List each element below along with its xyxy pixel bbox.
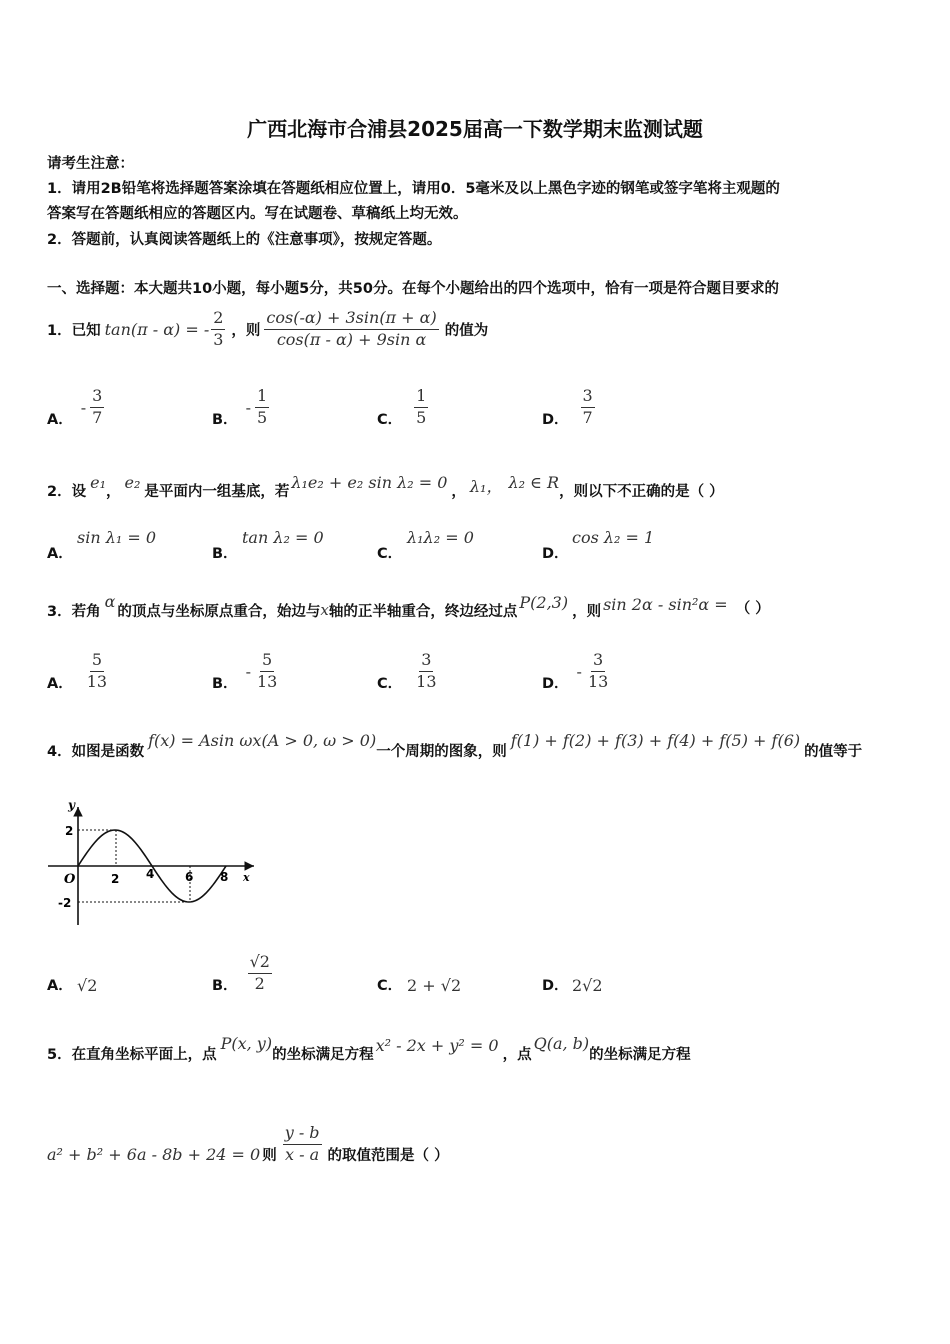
q1-condition-fraction: [211, 309, 225, 349]
option-label: B．: [212, 546, 238, 562]
option-expression: tan λ₂ = 0: [242, 528, 324, 547]
denominator: 5: [256, 407, 268, 427]
option-fraction: [85, 651, 109, 691]
page-title: 广西北海市合浦县2025届高一下数学期末监测试题: [247, 117, 703, 141]
option-label: B．: [212, 675, 238, 692]
graph-y-label: y: [68, 798, 75, 812]
denominator: 7: [582, 407, 593, 427]
q5-text-1: 的坐标满足方程: [272, 1046, 374, 1063]
option-fraction: [90, 387, 104, 427]
option-expression: √2: [77, 976, 98, 995]
q2-number: 2．设: [47, 483, 87, 500]
q1-mid: ，则: [231, 322, 261, 339]
numerator: 3: [419, 651, 433, 671]
q2-lambda2: λ₂ ∈ R: [508, 472, 560, 492]
q5-continuation: [47, 1118, 449, 1170]
q2-condition: λ₁e₂ + e₂ sin λ₂ = 0: [291, 472, 448, 492]
question-2: [47, 472, 724, 502]
q1-option-d[interactable]: [542, 382, 595, 432]
q4-option-b[interactable]: [212, 945, 272, 1001]
q5-text-3: 的坐标满足方程: [589, 1046, 691, 1063]
option-expression: sin λ₁ = 0: [77, 528, 157, 547]
q3-option-c[interactable]: [377, 646, 439, 696]
denominator: 2: [254, 973, 265, 993]
q5-ratio: [283, 1124, 322, 1164]
numerator: 5: [90, 651, 104, 671]
q3-number: 3．若角: [47, 603, 101, 620]
q3-option-d[interactable]: [542, 646, 610, 696]
numerator: √2: [248, 953, 272, 973]
q4-options: [47, 945, 667, 1001]
q3-expression: sin 2α - sin²α =: [603, 594, 728, 614]
denominator: 5: [416, 407, 427, 427]
option-fraction: [255, 387, 269, 427]
denominator: 13: [587, 671, 609, 691]
notice-line-3: 2．答题前，认真阅读答题纸上的《注意事项》，按规定答题。: [47, 232, 442, 248]
notice-line-1: 1．请用2B铅笔将选择题答案涂填在答题纸相应位置上，请用0．5毫米及以上黑色字迹的钢笔或签字笔将主观题的: [47, 181, 780, 197]
graph-x-tick-6: 6: [185, 870, 194, 884]
q5-text-4: 的取值范围是（ ）: [327, 1147, 449, 1164]
option-fraction: [255, 651, 279, 691]
q5-ratio-numerator: y - b: [283, 1124, 322, 1144]
q1-cond-numerator: 2: [211, 309, 225, 329]
option-sign: -: [245, 661, 251, 681]
option-label: C．: [377, 546, 403, 562]
option-fraction: [581, 387, 595, 427]
option-label: D．: [542, 546, 569, 562]
option-label: C．: [377, 411, 403, 428]
denominator: 13: [86, 671, 108, 691]
option-label: A．: [47, 978, 73, 994]
option-label: D．: [542, 978, 569, 994]
q4-sine-graph: [40, 795, 270, 935]
denominator: 13: [416, 671, 437, 691]
question-5: [47, 1032, 691, 1064]
q1-number: 1．已知: [47, 322, 101, 339]
q2-lambda1: λ₁，: [469, 476, 503, 496]
option-fraction: [586, 651, 610, 691]
numerator: 1: [255, 387, 269, 407]
graph-y-tick-min: -2: [58, 896, 72, 910]
notice-heading: 请考生注意：: [47, 156, 134, 172]
q3-text-3: ，则: [572, 603, 602, 620]
numerator: 5: [260, 651, 274, 671]
option-sign: -: [576, 661, 582, 681]
q1-option-c[interactable]: [377, 382, 428, 432]
q5-equation-1: x² - 2x + y² = 0: [375, 1035, 499, 1055]
q4-function: f(x) = Asin ωx(A > 0, ω > 0): [148, 730, 377, 750]
q4-number: 4．如图是函数: [47, 743, 145, 760]
q5-text-2: ，点: [502, 1046, 532, 1063]
option-sign: -: [80, 397, 87, 417]
option-label: D．: [542, 411, 569, 428]
option-expression: cos λ₂ = 1: [572, 528, 655, 547]
option-label: C．: [377, 675, 403, 692]
q2-comma: ，: [451, 483, 466, 500]
option-expression: λ₁λ₂ = 0: [407, 528, 474, 547]
question-3: [47, 590, 770, 622]
numerator: 1: [414, 387, 428, 407]
option-fraction: [414, 387, 428, 427]
q2-separator: ，: [105, 483, 121, 500]
q3-alpha: α: [104, 591, 116, 611]
q1-expr-numerator: cos(-α) + 3sin(π + α): [264, 309, 438, 329]
q3-text-4: （ ）: [735, 600, 770, 617]
q5-ratio-denominator: x - a: [285, 1144, 320, 1164]
q1-expression: [264, 309, 438, 349]
q3-options: [47, 646, 667, 696]
graph-y-tick-max: 2: [65, 824, 74, 838]
graph-x-tick-2: 2: [111, 872, 120, 886]
q2-e1: e₁: [90, 472, 106, 492]
q2-options: [47, 526, 667, 562]
q2-text-2: ，则以下不正确的是（ ）: [559, 483, 724, 500]
option-label: B．: [212, 977, 238, 994]
numerator: 3: [90, 387, 104, 407]
q3-point: P(2,3): [519, 592, 569, 612]
q5-point-q: Q(a, b): [533, 1033, 590, 1053]
q5-number: 5．在直角坐标平面上，点: [47, 1046, 217, 1063]
q3-option-a[interactable]: [47, 646, 109, 696]
q5-point-p: P(x, y): [220, 1033, 273, 1053]
q3-text-2: 轴的正半轴重合，终边经过点: [328, 603, 518, 620]
section-heading: 一、选择题：本大题共10小题，每小题5分，共50分。在每个小题给出的四个选项中，恰有一项是符合题目要求的: [47, 281, 779, 297]
numerator: 3: [581, 387, 595, 407]
graph-origin-label: O: [64, 872, 76, 887]
graph-x-label: x: [243, 871, 250, 884]
option-label: A．: [47, 546, 73, 562]
option-label: B．: [212, 411, 238, 428]
option-fraction: [414, 651, 438, 691]
option-label: D．: [542, 675, 569, 692]
q4-text-1: 一个周期的图象，则: [376, 743, 507, 760]
graph-x-tick-4: 4: [146, 867, 155, 881]
option-label: A．: [47, 411, 73, 428]
q3-x: x: [320, 601, 329, 619]
q2-text-1: 是平面内一组基底，若: [144, 483, 290, 500]
option-label: A．: [47, 675, 73, 692]
option-expression: 2√2: [572, 976, 603, 995]
question-1: [47, 300, 488, 358]
notice-line-2: 答案写在答题纸相应的答题区内。写在试题卷、草稿纸上均无效。: [47, 206, 468, 222]
q4-sum: f(1) + f(2) + f(3) + f(4) + f(5) + f(6): [510, 730, 801, 750]
q1-options: [47, 382, 607, 432]
graph-x-tick-8: 8: [220, 870, 229, 884]
q4-text-2: 的值等于: [804, 743, 863, 760]
q1-option-b[interactable]: [212, 382, 269, 432]
q3-text-1: 的顶点与坐标原点重合，始边与: [117, 603, 321, 620]
q5-then: 则: [262, 1147, 277, 1164]
q5-equation-2: a² + b² + 6a - 8b + 24 = 0: [47, 1144, 261, 1164]
q1-option-a[interactable]: [47, 382, 104, 432]
q2-e2: e₂: [124, 472, 141, 492]
option-label: C．: [377, 978, 403, 994]
q1-tail: 的值为: [444, 322, 489, 339]
denominator: 7: [92, 407, 103, 427]
numerator: 3: [591, 651, 605, 671]
q3-option-b[interactable]: [212, 646, 279, 696]
q1-condition: tan(π - α) = -: [104, 319, 210, 339]
question-4: [47, 728, 862, 762]
option-fraction: [248, 953, 272, 993]
q1-cond-denominator: 3: [213, 329, 224, 349]
option-expression: 2 + √2: [407, 976, 462, 995]
q1-expr-denominator: cos(π - α) + 9sin α: [276, 329, 427, 349]
option-sign: -: [245, 397, 251, 417]
denominator: 13: [256, 671, 278, 691]
